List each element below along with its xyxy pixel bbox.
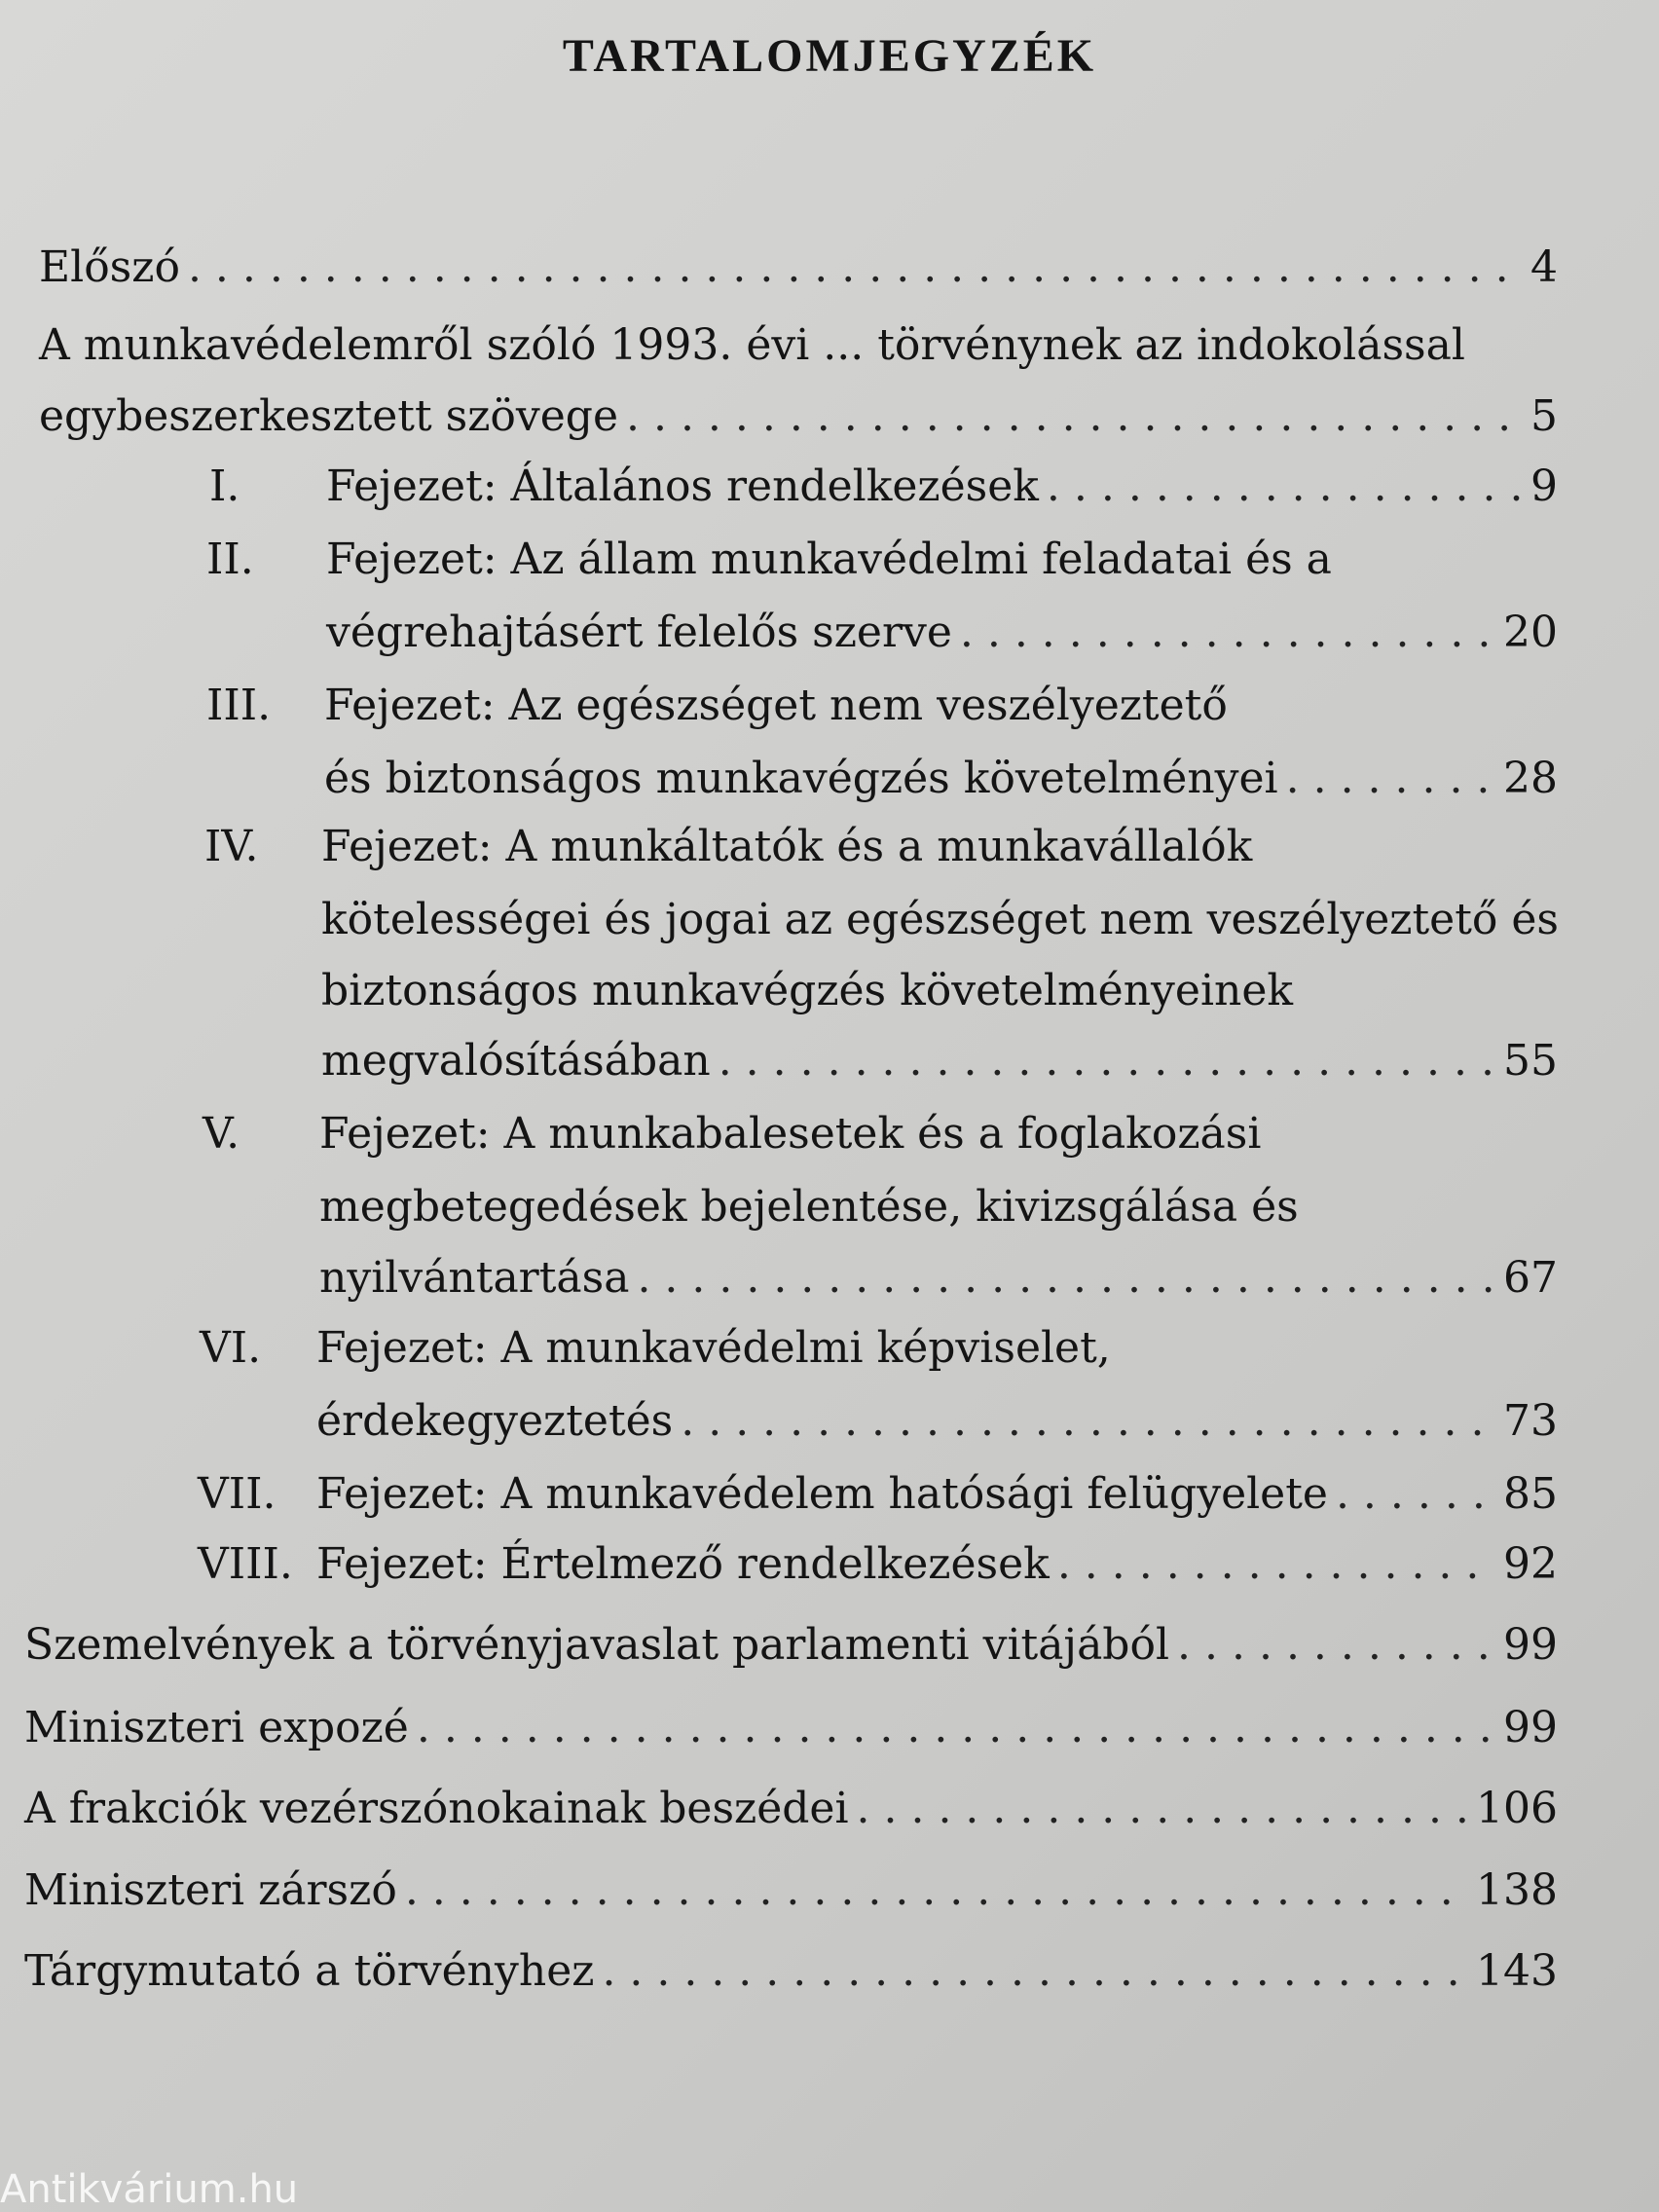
toc-page-number: 99	[1503, 1703, 1558, 1752]
toc-entry-text: A munkavédelemről szóló 1993. évi ... törvénynek az indokolással	[39, 320, 1465, 370]
toc-entry-text: nyilvántartása	[319, 1253, 630, 1303]
toc-page-number: 99	[1503, 1620, 1558, 1670]
toc-entry-text: Fejezet: Általános rendelkezések	[326, 461, 1039, 511]
toc-entry-text: Szemelvények a törvényjavaslat parlamenti vitájából	[24, 1620, 1170, 1670]
toc-page-number: 9	[1530, 461, 1558, 511]
toc-entry-text: Fejezet: Az egészséget nem veszélyeztető	[324, 681, 1228, 730]
toc-entry-chapter-1	[326, 458, 1558, 516]
dot-leader	[1336, 1465, 1495, 1524]
toc-entry-chapter-4	[321, 1032, 1558, 1090]
toc-entry-frakciok	[24, 1780, 1558, 1838]
chapter-numeral: VI.	[200, 1323, 262, 1373]
dot-leader	[960, 604, 1495, 662]
toc-entry-text: Fejezet: A munkavédelmi képviselet,	[316, 1323, 1111, 1373]
toc-page-number: 106	[1476, 1784, 1558, 1833]
toc-page-number: 85	[1503, 1469, 1558, 1519]
toc-entry-text: kötelességei és jogai az egészséget nem veszélyeztető és	[321, 895, 1559, 944]
toc-entry-text: megbetegedések bejelentése, kivizsgálása és	[319, 1182, 1299, 1232]
toc-entry-chapter-6	[316, 1392, 1558, 1451]
dot-leader	[417, 1699, 1495, 1757]
dot-leader	[1286, 750, 1495, 808]
toc-page-number: 92	[1503, 1539, 1558, 1589]
toc-entry-chapter-2	[326, 604, 1558, 662]
toc-entry-text: Fejezet: Az állam munkavédelmi feladatai és a	[326, 535, 1332, 584]
toc-page-number: 4	[1530, 242, 1558, 292]
dot-leader	[405, 1862, 1468, 1920]
chapter-numeral: I.	[209, 461, 240, 511]
dot-leader	[602, 1942, 1468, 2001]
chapter-numeral: IV.	[204, 822, 259, 871]
toc-entry-text: A frakciók vezérszónokainak beszédei	[24, 1784, 849, 1833]
toc-page-number: 67	[1503, 1253, 1558, 1303]
dot-leader	[188, 239, 1523, 297]
toc-entry-text: Fejezet: A munkáltatók és a munkavállalók	[321, 822, 1253, 871]
toc-entry-munkavedelem	[39, 387, 1558, 446]
toc-page-number: 28	[1503, 754, 1558, 803]
toc-entry-eloszo	[39, 239, 1558, 297]
site-watermark: Antikvárium.hu	[0, 2167, 299, 2212]
toc-entry-text: Előszó	[39, 242, 180, 292]
toc-page-number: 5	[1530, 391, 1558, 441]
toc-entry-text: megvalósításában	[321, 1036, 711, 1086]
toc-entry-text: érdekegyeztetés	[316, 1396, 674, 1446]
toc-entry-expoze	[24, 1699, 1558, 1757]
dot-leader	[1057, 1535, 1495, 1594]
dot-leader	[1047, 458, 1523, 516]
toc-entry-text: Fejezet: A munkavédelem hatósági felügyelete	[316, 1469, 1328, 1519]
toc-entry-chapter-3	[324, 750, 1558, 808]
toc-entry-chapter-8	[316, 1535, 1558, 1594]
toc-entry-zarszo	[24, 1862, 1558, 1920]
toc-entry-text: biztonságos munkavégzés követelményeinek	[321, 966, 1294, 1015]
toc-entry-text: egybeszerkesztett szövege	[39, 391, 618, 441]
chapter-numeral: V.	[203, 1109, 240, 1159]
toc-entry-szemelvenyek	[24, 1616, 1558, 1675]
dot-leader	[1177, 1616, 1495, 1675]
toc-page-number: 20	[1503, 608, 1558, 657]
chapter-numeral: III.	[206, 681, 272, 730]
toc-page-number: 73	[1503, 1396, 1558, 1446]
toc-entry-text: Miniszteri zárszó	[24, 1865, 397, 1915]
toc-entry-text: Tárgymutató a törvényhez	[24, 1946, 595, 1996]
dot-leader	[626, 387, 1523, 446]
toc-page-number: 55	[1503, 1036, 1558, 1086]
toc-page-number: 138	[1476, 1865, 1558, 1915]
chapter-numeral: VIII.	[198, 1539, 293, 1589]
dot-leader	[857, 1780, 1468, 1838]
toc-entry-targymutato	[24, 1942, 1558, 2001]
toc-entry-text: Miniszteri expozé	[24, 1703, 409, 1752]
dot-leader	[637, 1249, 1495, 1308]
toc-entry-chapter-5	[319, 1249, 1558, 1308]
page-title: TARTALOMJEGYZÉK	[562, 30, 1097, 82]
dot-leader	[719, 1032, 1495, 1090]
toc-entry-text: végrehajtásért felelős szerve	[326, 608, 952, 657]
toc-entry-text: Fejezet: Értelmező rendelkezések	[316, 1539, 1050, 1589]
toc-entry-chapter-7	[316, 1465, 1558, 1524]
chapter-numeral: II.	[206, 535, 254, 584]
toc-page-number: 143	[1476, 1946, 1558, 1996]
dot-leader	[681, 1392, 1495, 1451]
chapter-numeral: VII.	[198, 1469, 276, 1519]
toc-entry-text: Fejezet: A munkabalesetek és a foglakozási	[319, 1109, 1262, 1159]
toc-entry-text: és biztonságos munkavégzés követelményei	[324, 754, 1278, 803]
